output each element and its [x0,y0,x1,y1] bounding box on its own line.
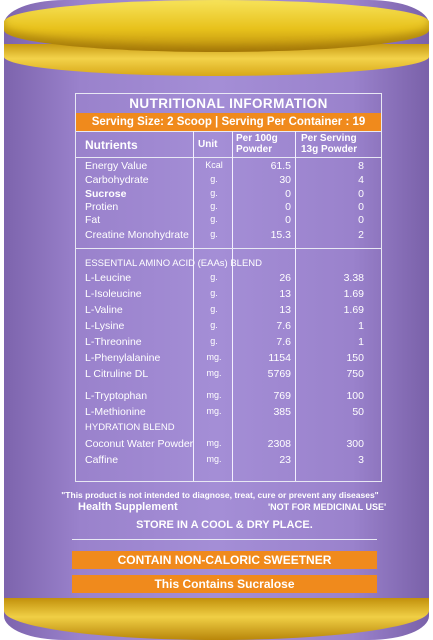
table-row [76,437,381,452]
table-row [76,287,381,302]
divider [76,157,381,158]
table-row [76,271,381,286]
unit-cell: g. [210,214,218,224]
sucralose-banner: This Contains Sucralose [72,575,377,593]
unit-cell: g. [210,174,218,184]
divider [76,131,381,132]
disclaimer-text: "This product is not intended to diagnose, treat, cure or prevent any diseases" [61,490,379,500]
per-serving-cell: 50 [352,406,364,418]
table-row [76,213,381,228]
per100-cell: 0 [285,188,291,200]
unit-cell: g. [210,229,218,239]
storage-instruction: STORE IN A COOL & DRY PLACE. [136,519,313,531]
unit-cell: mg. [206,368,222,378]
divider [72,539,377,540]
table-row [76,453,381,468]
per-serving-cell: 0 [358,201,364,213]
unit-cell: mg. [206,352,222,362]
per-serving-cell: 750 [346,368,364,380]
nutrition-panel [75,93,382,482]
per-serving-cell: 4 [358,174,364,186]
table-row [76,303,381,318]
per-serving-cell: 1 [358,320,364,332]
sweetener-banner: CONTAIN NON-CALORIC SWEETNER [72,551,377,569]
per100-cell: 13 [279,304,291,316]
table-row [76,257,381,272]
per100-cell: 7.6 [276,336,291,348]
table-row [76,173,381,188]
per100-cell: 5769 [267,368,291,380]
per100-cell: 23 [279,454,291,466]
health-supplement-label: Health Supplement [78,501,178,513]
serving-info: Serving Size: 2 Scoop | Serving Per Container : 19 [76,113,381,131]
divider [76,248,381,249]
unit-cell: g. [210,304,218,314]
unit-cell: mg. [206,406,222,416]
table-row [76,228,381,243]
per100-cell: 0 [285,201,291,213]
nutrient-name: Caffine [85,454,119,466]
header-nutrients: Nutrients [85,138,138,152]
table-row [76,159,381,174]
nutrient-name: Fat [85,214,101,226]
per-serving-cell: 100 [346,390,364,402]
per-serving-cell: 1.69 [343,304,364,316]
per100-cell: 1154 [268,352,291,364]
nutrient-name: L-Tryptophan [85,390,148,402]
per-serving-cell: 3.38 [343,272,364,284]
per100-cell: 0 [285,214,291,226]
nutrient-name: L-Valine [85,304,123,316]
unit-cell: mg. [206,438,222,448]
nutrient-name: L Citruline DL [85,368,149,380]
table-row [76,351,381,366]
table-row [76,319,381,334]
per-serving-cell: 0 [358,214,364,226]
per-serving-cell: 1 [358,336,364,348]
unit-cell: mg. [206,454,222,464]
nutrient-name: ESSENTIAL AMINO ACID (EAAs) BLEND [85,258,263,269]
per-serving-cell: 2 [358,229,364,241]
per-serving-cell: 0 [358,188,364,200]
table-row [76,335,381,350]
nutrient-name: Carbohydrate [85,174,149,186]
unit-cell: g. [210,188,218,198]
header-per-serving: Per Serving 13g Powder [301,133,358,155]
per100-cell: 2308 [267,438,291,450]
unit-cell: Kcal [205,160,223,170]
panel-title: NUTRITIONAL INFORMATION [129,96,328,111]
nutrient-name: Protien [85,201,119,213]
table-row [76,367,381,382]
can-lid [4,0,429,52]
nutrient-name: HYDRATION BLEND [85,422,175,433]
per100-cell: 30 [279,174,291,186]
per-serving-cell: 150 [346,352,364,364]
per-serving-cell: 3 [358,454,364,466]
unit-cell: g. [210,336,218,346]
per100-cell: 385 [273,406,291,418]
unit-cell: mg. [206,390,222,400]
nutrient-name: L-Leucine [85,272,132,284]
header-unit: Unit [198,139,218,150]
unit-cell: g. [210,288,218,298]
per-serving-cell: 300 [346,438,364,450]
nutrient-name: L-Methionine [85,406,146,418]
nutrient-name: L-Phenylalanine [85,352,161,364]
per100-cell: 61.5 [270,160,291,172]
nutrient-name: Coconut Water Powder [85,438,194,450]
per100-cell: 769 [273,390,291,402]
per100-cell: 15.3 [270,229,291,241]
header-per100: Per 100g Powder [236,133,278,155]
per100-cell: 13 [279,288,291,300]
nutrient-name: L-Threonine [85,336,142,348]
not-medicinal-label: 'NOT FOR MEDICINAL USE' [268,502,387,512]
unit-cell: g. [210,320,218,330]
table-row [76,421,381,436]
unit-cell: g. [210,201,218,211]
per-serving-cell: 8 [358,160,364,172]
nutrient-name: Creatine Monohydrate [85,229,189,241]
per100-cell: 26 [279,272,291,284]
table-row [76,389,381,404]
table-row [76,405,381,420]
nutrient-name: L-Lysine [85,320,125,332]
per100-cell: 7.6 [276,320,291,332]
per-serving-cell: 1.69 [343,288,364,300]
nutrient-name: Energy Value [85,160,148,172]
nutrient-name: L-Isoleucine [85,288,142,300]
unit-cell: g. [210,272,218,282]
nutrient-name: Sucrose [85,188,127,200]
